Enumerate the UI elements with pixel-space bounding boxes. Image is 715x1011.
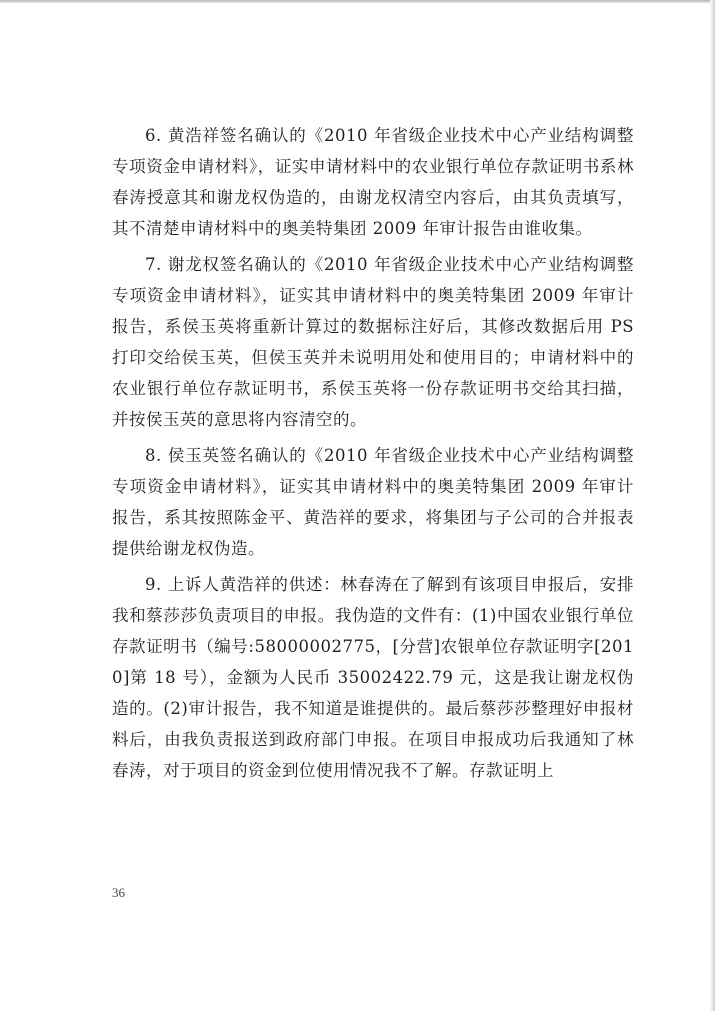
scan-right-edge (710, 0, 715, 1011)
page-number: 36 (112, 885, 125, 900)
scan-top-edge (0, 0, 715, 3)
paragraph-9: 9. 上诉人黄浩祥的供述：林春涛在了解到有该项目申报后，安排我和蔡莎莎负责项目的申报。我伪造的文件有：(1)中国农业银行单位存款证明书（编号:58000002775，[分营]农银单位存款证明字[2010]第 18 号），金额为人民币 35002422.79 元，这是我让谢龙权伪造的。(2)审计报告，我不知道是谁提供的。最后蔡莎莎整理好申报材料后，由我负责报送到政府部门申报。在项目申报成功后我通知了林春涛，对于项目的资金到位使用情况我不了解。存款证明上 (112, 575, 634, 780)
paragraph-6: 6. 黄浩祥签名确认的《2010 年省级企业技术中心产业结构调整专项资金申请材料》，证实申请材料中的农业银行单位存款证明书系林春涛授意其和谢龙权伪造的，由谢龙权清空内容后，由其负责填写，其不清楚申请材料中的奥美特集团 2009 年审计报告由谁收集。 (112, 126, 634, 238)
paragraph-8: 8. 侯玉英签名确认的《2010 年省级企业技术中心产业结构调整专项资金申请材料》，证实其申请材料中的奥美特集团 2009 年审计报告，系其按照陈金平、黄浩祥的要求，将集团与子公司的合并报表提供给谢龙权伪造。 (112, 446, 634, 558)
paragraph-7: 7. 谢龙权签名确认的《2010 年省级企业技术中心产业结构调整专项资金申请材料》，证实其申请材料中的奥美特集团 2009 年审计报告，系侯玉英将重新计算过的数据标注好后，其修改数据后用 PS 打印交给侯玉英，但侯玉英并未说明用处和使用目的；申请材料中的农业银行单位存款证明书，系侯玉英将一份存款证明书交给其扫描，并按侯玉英的意思将内容清空的。 (112, 255, 634, 429)
document-body (112, 120, 634, 791)
